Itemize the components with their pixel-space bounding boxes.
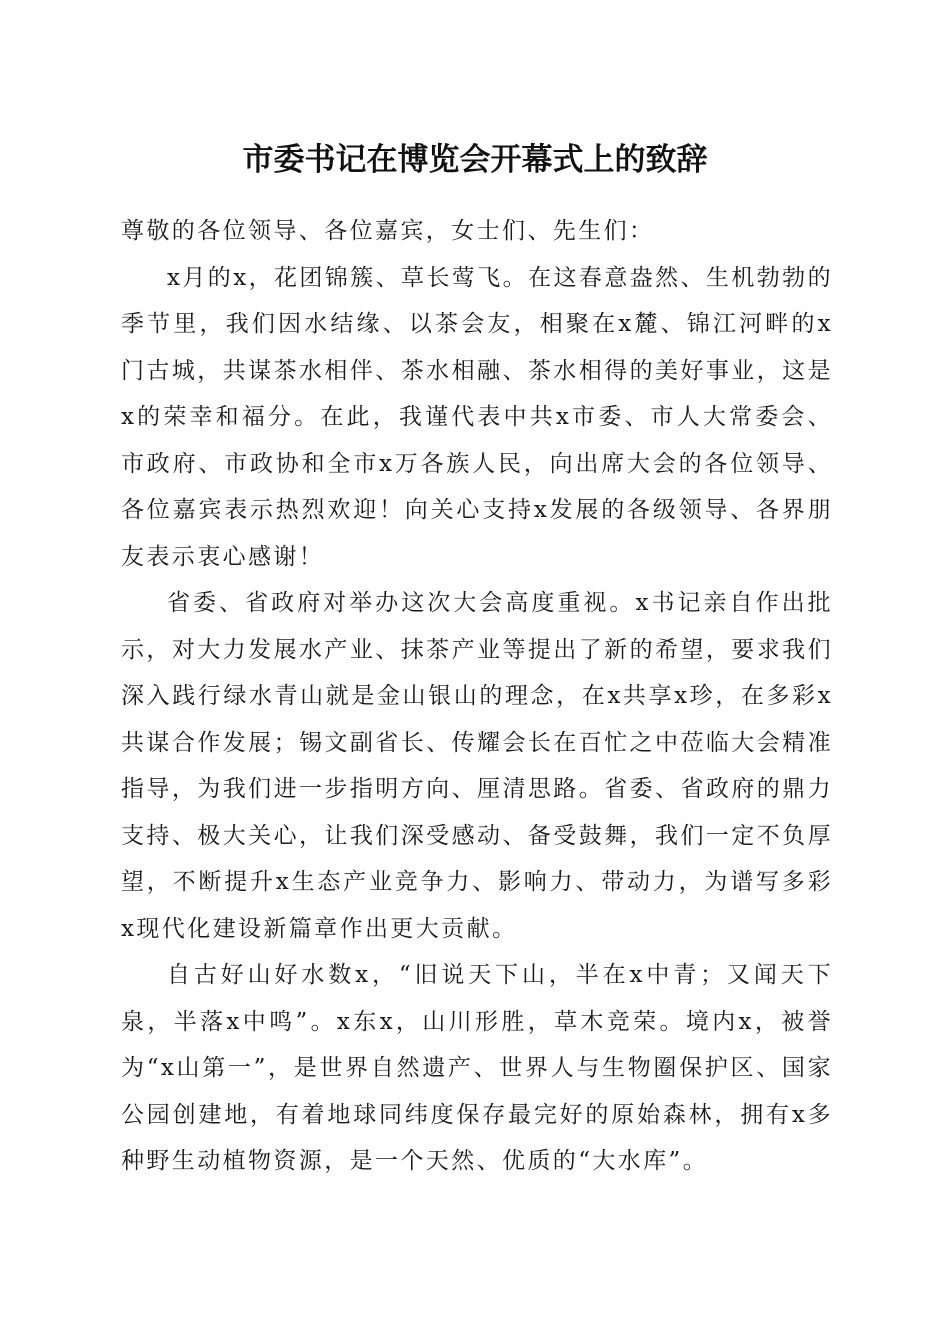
paragraph-3: 自古好山好水数x，“旧说天下山，半在x中青；又闻天下泉，半落x中鸣”。x东x，山川形胜，草木竞荣。境内x，被誉为“x山第一”，是世界自然遗产、世界人与生物圈保护区、国家公园创建地，有着地球同纬度保存最完好的原始森林，拥有x多种野生动植物资源，是一个天然、优质的“大水库”。 xyxy=(121,962,833,1174)
document-title: 市委书记在博览会开幕式上的致辞 xyxy=(242,142,708,178)
salutation: 尊敬的各位领导、各位嘉宾，女士们、先生们： xyxy=(121,218,655,244)
document-body xyxy=(121,208,833,1185)
paragraph-2: 省委、省政府对举办这次大会高度重视。x书记亲自作出批示，对大力发展水产业、抹茶产业等提出了新的希望，要求我们深入践行绿水青山就是金山银山的理念，在x共享x珍，在多彩x共谋合作发展；锡文副省长、传耀会长在百忙之中莅临大会精准指导，为我们进一步指明方向、厘清思路。省委、省政府的鼎力支持、极大关心，让我们深受感动、备受鼓舞，我们一定不负厚望，不断提升x生态产业竞争力、影响力、带动力，为谱写多彩x现代化建设新篇章作出更大贡献。 xyxy=(121,590,833,942)
paragraph-1: x月的x，花团锦簇、草长莺飞。在这春意盎然、生机勃勃的季节里，我们因水结缘、以茶会友，相聚在x麓、锦江河畔的x门古城，共谋茶水相伴、茶水相融、茶水相得的美好事业，这是x的荣幸和福分。在此，我谨代表中共x市委、市人大常委会、市政府、市政协和全市x万各族人民，向出席大会的各位领导、各位嘉宾表示热烈欢迎！向关心支持x发展的各级领导、各界朋友表示衷心感谢！ xyxy=(121,264,833,570)
